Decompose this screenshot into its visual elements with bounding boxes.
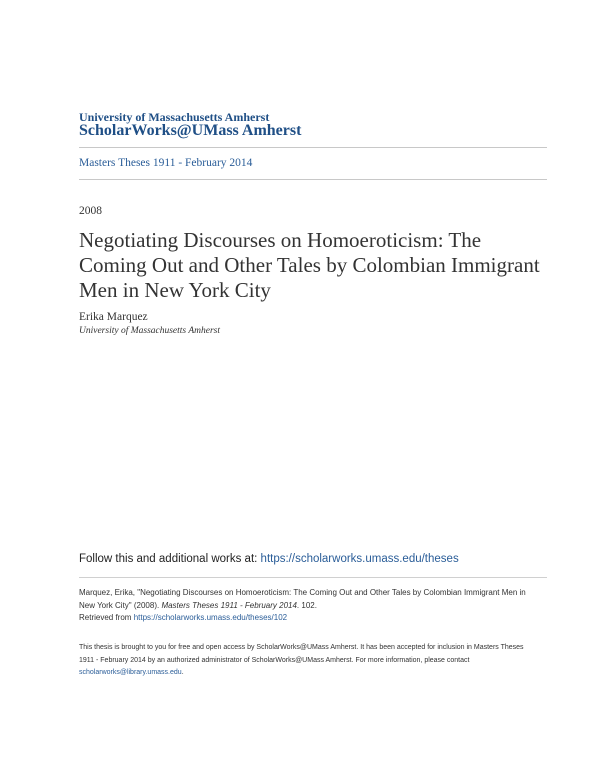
divider bbox=[79, 147, 547, 148]
follow-text: Follow this and additional works at: bbox=[79, 553, 261, 565]
retrieved-link[interactable]: https://scholarworks.umass.edu/theses/102 bbox=[133, 613, 288, 622]
document-title: Negotiating Discourses on Homoeroticism: The Coming Out and Other Tales by Colombian Immigrant Men in New York City bbox=[79, 228, 540, 302]
citation-text: Marquez, Erika, "Negotiating Discourses on Homoeroticism: The Coming Out and Other Tales by Colombian Immigrant Men in New York City" (2008). bbox=[79, 588, 526, 610]
author-affiliation: University of Massachusetts Amherst bbox=[79, 326, 220, 336]
citation bbox=[79, 587, 529, 625]
series-link[interactable]: Masters Theses 1911 - February 2014 bbox=[79, 157, 253, 169]
citation-number: . 102. bbox=[296, 600, 317, 610]
follow-link[interactable]: https://scholarworks.umass.edu/theses bbox=[260, 553, 459, 565]
notice-end: . bbox=[181, 669, 184, 676]
publication-year: 2008 bbox=[79, 205, 102, 217]
follow-line bbox=[79, 553, 459, 565]
divider bbox=[79, 577, 547, 578]
retrieved-label: Retrieved from bbox=[79, 613, 134, 622]
divider bbox=[79, 179, 547, 180]
notice-text: This thesis is brought to you for free and open access by ScholarWorks@UMass Amherst. It has been accepted for inclusion in Masters Theses 1911 - February 2014 by an authorized administrator of ScholarWorks@UMass Amherst. For more information, please contact bbox=[79, 644, 524, 664]
repository-name[interactable]: ScholarWorks@UMass Amherst bbox=[79, 122, 302, 139]
author-name: Erika Marquez bbox=[79, 311, 148, 323]
contact-email-link[interactable]: scholarworks@library.umass.edu bbox=[79, 669, 182, 676]
citation-series: Masters Theses 1911 - February 2014 bbox=[161, 600, 297, 610]
access-notice bbox=[79, 642, 529, 680]
university-name: University of Massachusetts Amherst bbox=[79, 110, 270, 124]
